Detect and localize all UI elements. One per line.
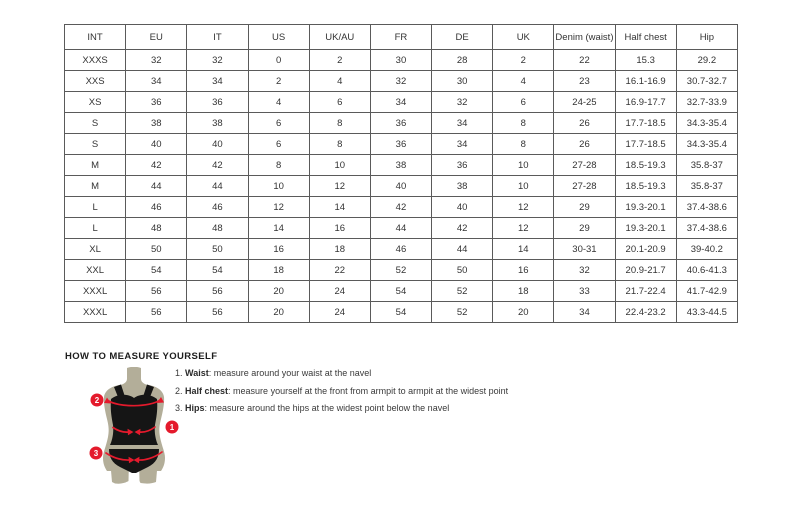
table-cell: 0 <box>248 50 309 71</box>
table-cell: 42 <box>432 218 493 239</box>
column-header: INT <box>65 25 126 50</box>
table-cell: 54 <box>370 281 431 302</box>
table-cell: 14 <box>493 239 554 260</box>
table-cell: 16.1-16.9 <box>615 71 676 92</box>
table-cell: 40 <box>126 134 187 155</box>
table-cell: 38 <box>126 113 187 134</box>
table-row <box>65 155 738 176</box>
measure-steps <box>175 369 508 422</box>
table-cell: 14 <box>309 197 370 218</box>
table-cell: 8 <box>309 134 370 155</box>
table-cell: 36 <box>126 92 187 113</box>
table-row <box>65 197 738 218</box>
table-cell: 40 <box>432 197 493 218</box>
column-header: IT <box>187 25 248 50</box>
table-cell: M <box>65 176 126 197</box>
table-cell: 36 <box>187 92 248 113</box>
table-cell: 29 <box>554 197 615 218</box>
table-cell: 34 <box>554 302 615 323</box>
table-cell: 18 <box>309 239 370 260</box>
table-cell: 2 <box>248 71 309 92</box>
step-text: : measure yourself at the front from armpit to armpit at the widest point <box>228 385 509 396</box>
table-cell: 34.3-35.4 <box>676 113 737 134</box>
table-row <box>65 50 738 71</box>
table-cell: 10 <box>493 155 554 176</box>
table-cell: 21.7-22.4 <box>615 281 676 302</box>
table-cell: 16 <box>309 218 370 239</box>
table-cell: 48 <box>126 218 187 239</box>
table-cell: 18 <box>493 281 554 302</box>
table-cell: 38 <box>187 113 248 134</box>
table-cell: 46 <box>126 197 187 218</box>
table-cell: 36 <box>370 113 431 134</box>
table-row <box>65 71 738 92</box>
table-cell: 30 <box>370 50 431 71</box>
table-cell: 38 <box>432 176 493 197</box>
table-cell: 10 <box>309 155 370 176</box>
table-row <box>65 92 738 113</box>
table-row <box>65 260 738 281</box>
table-cell: M <box>65 155 126 176</box>
table-row <box>65 113 738 134</box>
table-cell: 42 <box>187 155 248 176</box>
table-cell: 29.2 <box>676 50 737 71</box>
table-cell: 35.8-37 <box>676 155 737 176</box>
table-cell: 56 <box>126 281 187 302</box>
table-cell: XXL <box>65 260 126 281</box>
table-cell: 41.7-42.9 <box>676 281 737 302</box>
size-table-body <box>65 50 738 323</box>
table-cell: 56 <box>126 302 187 323</box>
table-cell: 34 <box>432 113 493 134</box>
table-cell: 42 <box>126 155 187 176</box>
table-cell: 26 <box>554 113 615 134</box>
column-header: Half chest <box>615 25 676 50</box>
table-cell: 34.3-35.4 <box>676 134 737 155</box>
table-cell: 17.7-18.5 <box>615 113 676 134</box>
table-cell: 8 <box>309 113 370 134</box>
table-cell: 40 <box>187 134 248 155</box>
table-cell: 37.4-38.6 <box>676 197 737 218</box>
column-header: Hip <box>676 25 737 50</box>
table-cell: 32 <box>370 71 431 92</box>
table-cell: 54 <box>187 260 248 281</box>
table-cell: 6 <box>493 92 554 113</box>
table-cell: 12 <box>493 218 554 239</box>
table-cell: 50 <box>432 260 493 281</box>
table-cell: 8 <box>493 113 554 134</box>
table-cell: 27-28 <box>554 176 615 197</box>
table-cell: 56 <box>187 302 248 323</box>
table-cell: XXXL <box>65 281 126 302</box>
table-cell: 22 <box>309 260 370 281</box>
table-cell: 20.1-20.9 <box>615 239 676 260</box>
step-text: : measure around your waist at the navel <box>208 368 372 378</box>
size-conversion-table <box>64 24 738 323</box>
table-cell: XL <box>65 239 126 260</box>
table-cell: XXS <box>65 71 126 92</box>
column-header: FR <box>370 25 431 50</box>
table-cell: 4 <box>309 71 370 92</box>
table-cell: 40 <box>370 176 431 197</box>
table-cell: 38 <box>370 155 431 176</box>
table-cell: 32 <box>187 50 248 71</box>
table-cell: 6 <box>248 134 309 155</box>
table-cell: XXXS <box>65 50 126 71</box>
table-cell: 32 <box>126 50 187 71</box>
table-cell: 30 <box>432 71 493 92</box>
table-cell: 10 <box>493 176 554 197</box>
table-cell: 56 <box>187 281 248 302</box>
table-cell: 37.4-38.6 <box>676 218 737 239</box>
table-cell: 52 <box>370 260 431 281</box>
column-header: US <box>248 25 309 50</box>
table-cell: 18.5-19.3 <box>615 155 676 176</box>
table-cell: 2 <box>309 50 370 71</box>
table-cell: 32 <box>554 260 615 281</box>
table-cell: 35.8-37 <box>676 176 737 197</box>
table-cell: 2 <box>493 50 554 71</box>
step-label: Hips <box>185 403 205 413</box>
table-cell: XXXL <box>65 302 126 323</box>
table-cell: 46 <box>370 239 431 260</box>
table-cell: 8 <box>493 134 554 155</box>
column-header: UK/AU <box>309 25 370 50</box>
table-cell: 26 <box>554 134 615 155</box>
table-cell: 24-25 <box>554 92 615 113</box>
table-cell: 43.3-44.5 <box>676 302 737 323</box>
table-cell: 33 <box>554 281 615 302</box>
table-cell: 6 <box>248 113 309 134</box>
table-cell: 8 <box>248 155 309 176</box>
step-number: 3. <box>175 403 183 413</box>
table-row <box>65 302 738 323</box>
measure-step-hips <box>175 404 508 414</box>
table-cell: 54 <box>126 260 187 281</box>
column-header: UK <box>493 25 554 50</box>
table-cell: 39-40.2 <box>676 239 737 260</box>
table-cell: 30-31 <box>554 239 615 260</box>
table-cell: 20 <box>493 302 554 323</box>
table-cell: 32 <box>432 92 493 113</box>
measure-step-half-chest <box>175 387 508 397</box>
measurement-figure <box>84 367 184 485</box>
table-cell: 44 <box>432 239 493 260</box>
mannequin-illustration <box>84 367 184 485</box>
table-cell: 24 <box>309 281 370 302</box>
table-cell: 42 <box>370 197 431 218</box>
step-text: : measure around the hips at the widest point below the navel <box>204 403 450 413</box>
table-cell: 52 <box>432 281 493 302</box>
table-cell: 36 <box>370 134 431 155</box>
table-cell: 18.5-19.3 <box>615 176 676 197</box>
table-cell: 50 <box>126 239 187 260</box>
table-cell: 44 <box>370 218 431 239</box>
table-cell: 17.7-18.5 <box>615 134 676 155</box>
table-row <box>65 281 738 302</box>
table-cell: 12 <box>248 197 309 218</box>
step-number: 2. <box>175 385 183 396</box>
table-cell: 44 <box>126 176 187 197</box>
table-cell: 34 <box>432 134 493 155</box>
table-row <box>65 239 738 260</box>
table-cell: 12 <box>309 176 370 197</box>
table-cell: S <box>65 113 126 134</box>
table-cell: 4 <box>248 92 309 113</box>
table-cell: 12 <box>493 197 554 218</box>
mannequin-neck <box>122 367 146 385</box>
table-cell: 54 <box>370 302 431 323</box>
measure-section-title: HOW TO MEASURE YOURSELF <box>65 351 218 362</box>
table-cell: 10 <box>248 176 309 197</box>
table-row <box>65 218 738 239</box>
table-cell: 20 <box>248 281 309 302</box>
table-cell: 36 <box>432 155 493 176</box>
table-cell: 40.6-41.3 <box>676 260 737 281</box>
marker-half-chest-number: 2 <box>94 396 100 405</box>
step-label: Waist <box>185 368 209 378</box>
table-cell: 20.9-21.7 <box>615 260 676 281</box>
table-cell: 20 <box>248 302 309 323</box>
table-cell: 14 <box>248 218 309 239</box>
table-cell: 18 <box>248 260 309 281</box>
marker-waist-number: 1 <box>169 423 175 432</box>
table-cell: 4 <box>493 71 554 92</box>
table-cell: 16.9-17.7 <box>615 92 676 113</box>
table-cell: 44 <box>187 176 248 197</box>
table-cell: 34 <box>187 71 248 92</box>
table-cell: 23 <box>554 71 615 92</box>
table-cell: 19.3-20.1 <box>615 218 676 239</box>
table-cell: 52 <box>432 302 493 323</box>
marker-hips-number: 3 <box>93 449 99 458</box>
table-cell: 34 <box>126 71 187 92</box>
table-cell: 28 <box>432 50 493 71</box>
column-header: DE <box>432 25 493 50</box>
table-row <box>65 134 738 155</box>
column-header: Denim (waist) <box>554 25 615 50</box>
table-cell: 50 <box>187 239 248 260</box>
table-cell: 15.3 <box>615 50 676 71</box>
table-cell: 27-28 <box>554 155 615 176</box>
measure-step-waist <box>175 369 508 379</box>
table-cell: 32.7-33.9 <box>676 92 737 113</box>
column-header: EU <box>126 25 187 50</box>
table-row <box>65 176 738 197</box>
table-cell: 48 <box>187 218 248 239</box>
table-cell: 46 <box>187 197 248 218</box>
table-cell: 22 <box>554 50 615 71</box>
step-label: Half chest <box>185 385 229 396</box>
table-cell: L <box>65 218 126 239</box>
table-cell: 24 <box>309 302 370 323</box>
table-cell: S <box>65 134 126 155</box>
table-cell: 16 <box>493 260 554 281</box>
camisole-bodice <box>110 395 158 445</box>
table-cell: L <box>65 197 126 218</box>
table-cell: 34 <box>370 92 431 113</box>
header-row <box>65 25 738 50</box>
table-cell: 22.4-23.2 <box>615 302 676 323</box>
table-cell: 29 <box>554 218 615 239</box>
table-cell: 19.3-20.1 <box>615 197 676 218</box>
step-number: 1. <box>175 368 183 378</box>
table-cell: 30.7-32.7 <box>676 71 737 92</box>
table-cell: 16 <box>248 239 309 260</box>
table-cell: 6 <box>309 92 370 113</box>
table-cell: XS <box>65 92 126 113</box>
